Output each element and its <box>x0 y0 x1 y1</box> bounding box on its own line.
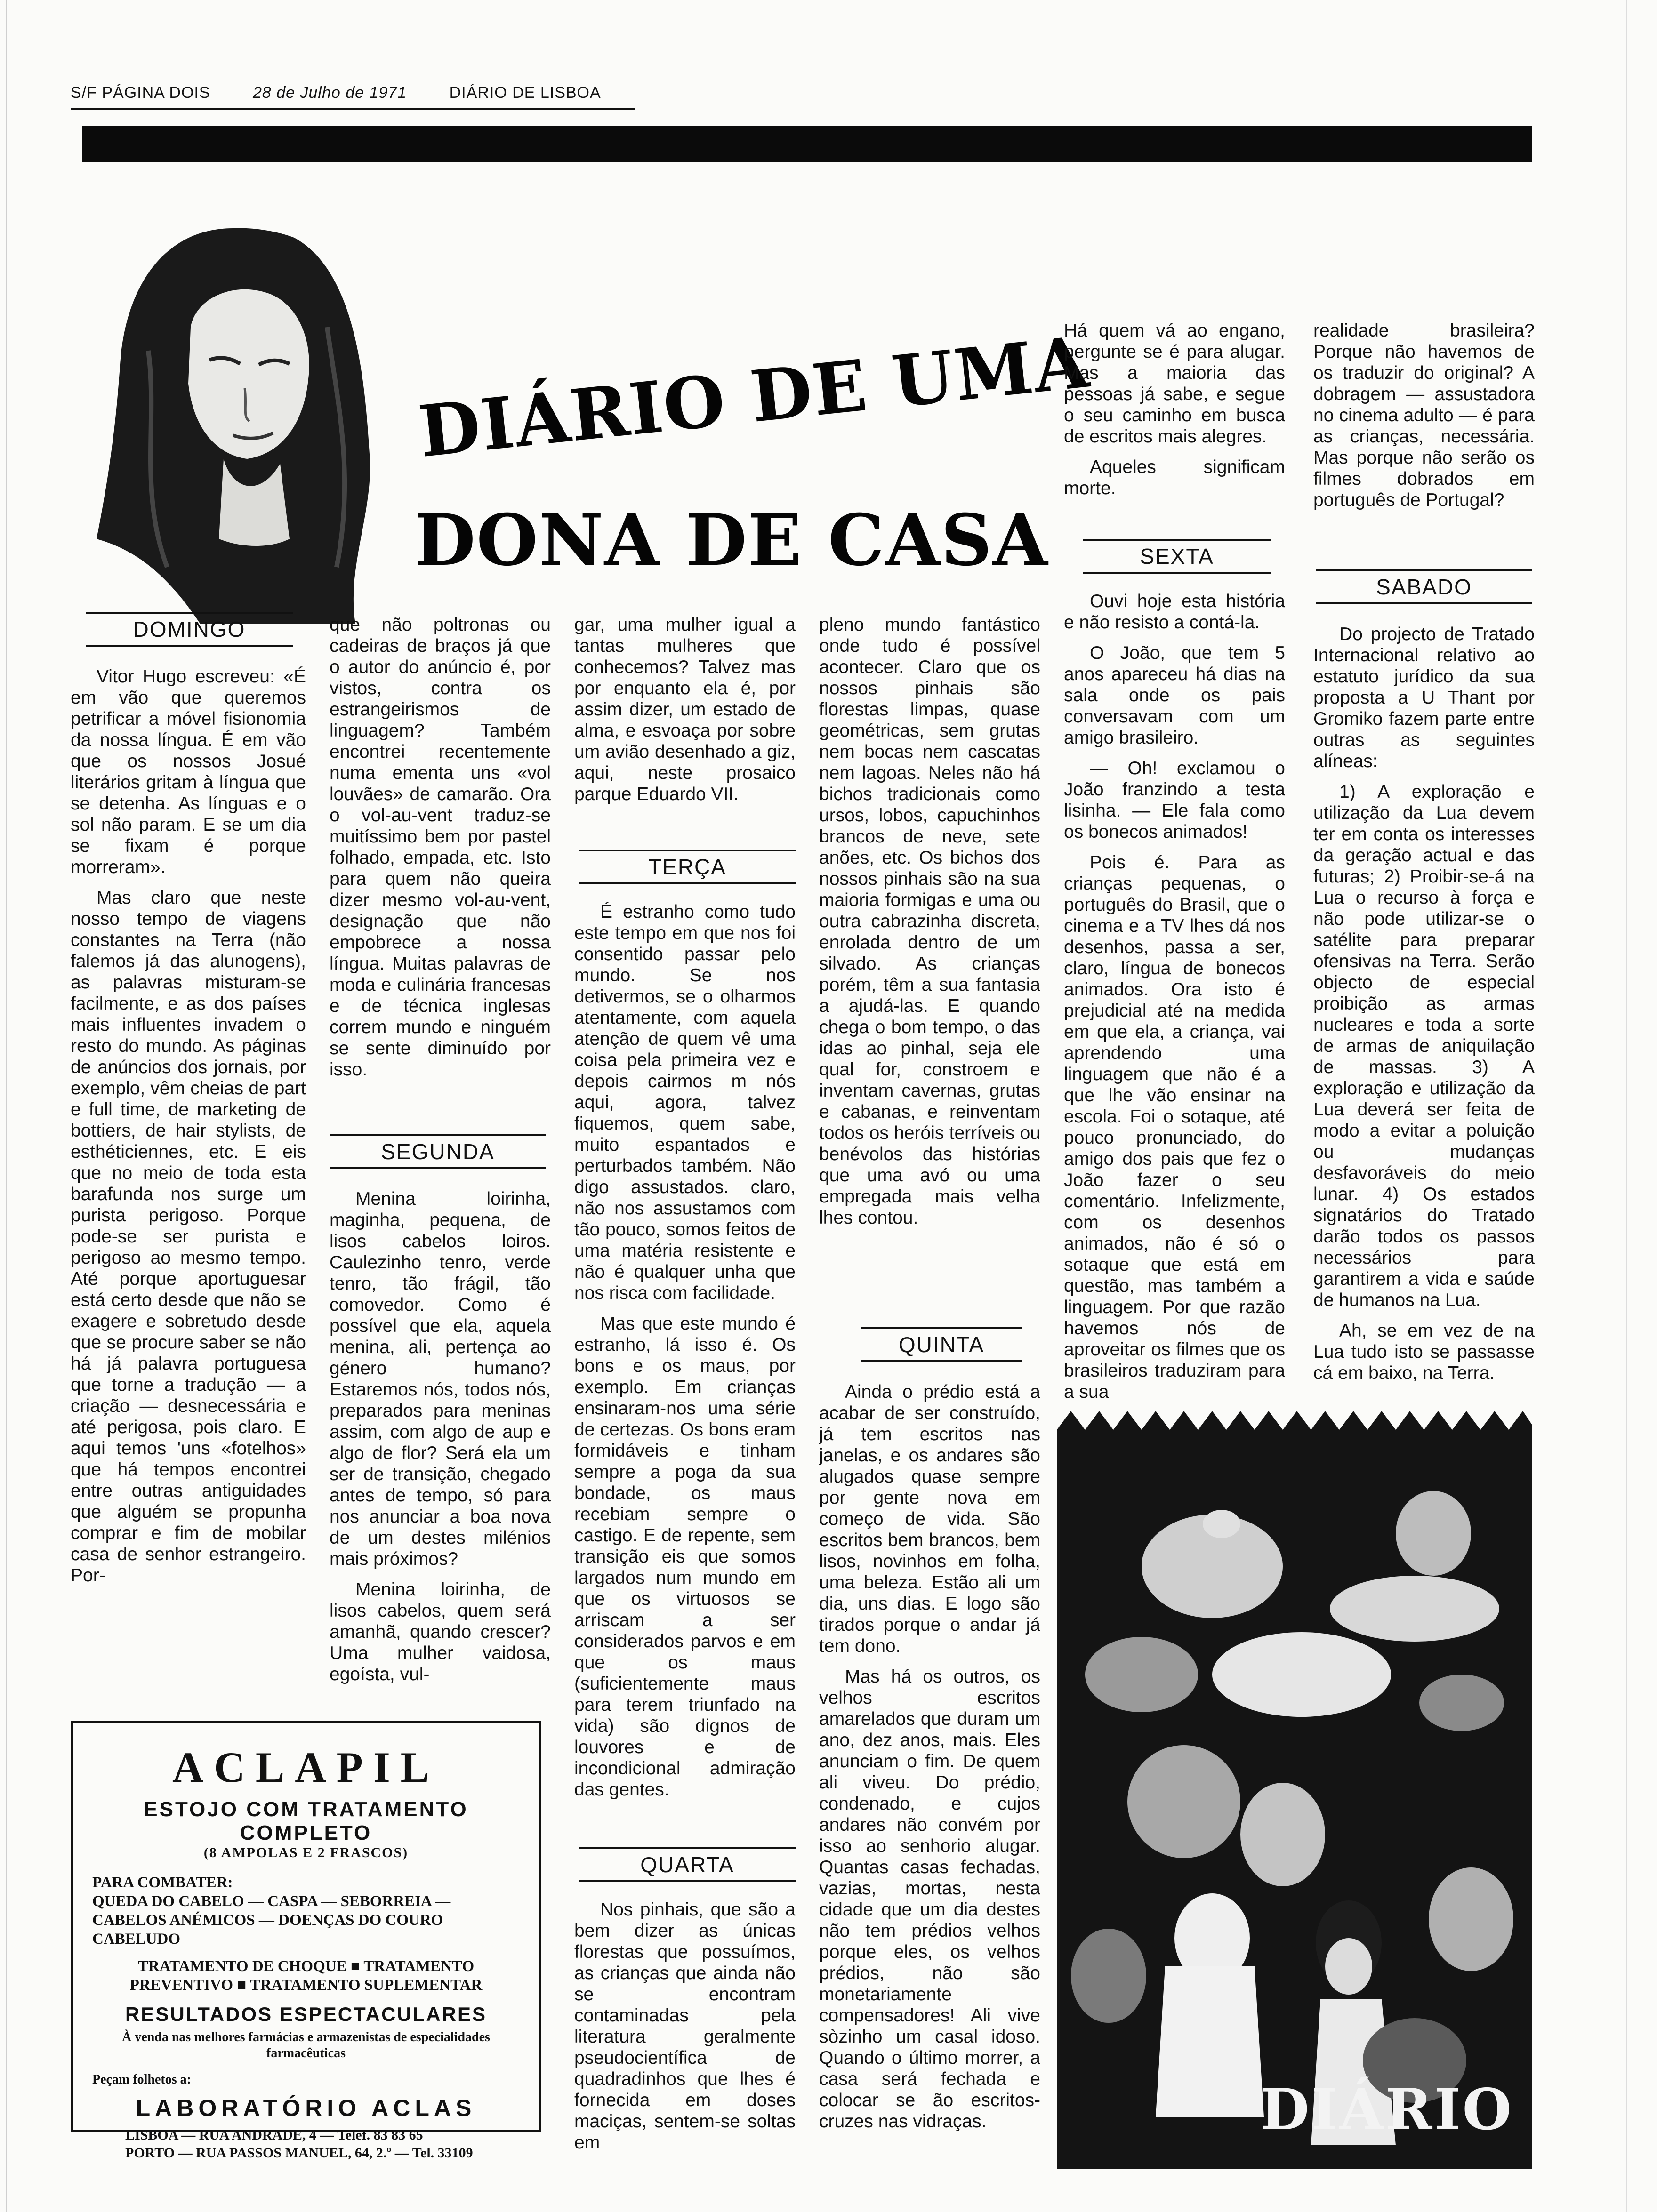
section-sabado: SABADO <box>1316 569 1532 604</box>
woman-photo-graphic <box>92 209 384 624</box>
paragraph: — Oh! exclamou o João franzindo a testa lisinha. — Ele fala como os bonecos animados! <box>1064 758 1285 842</box>
children-photo-graphic <box>1057 1411 1532 2169</box>
header-date: 28 de Julho de 1971 <box>252 84 407 102</box>
ad-address-lisboa: LISBOA — RUA ANDRADE, 4 — Telef. 83 83 65 <box>125 2127 423 2143</box>
column-4-top <box>819 614 1040 1238</box>
woman-photo <box>92 209 384 624</box>
paragraph: Ainda o prédio está a acabar de ser construído, já tem escritos nas janelas, e os andares são alugados quase sempre por gente nova em começo de vida. São escritos bem brancos, bem lisos, novinhos em folha, uma beleza. Estão ali um dia, uns dias. E logo são tirados porque o andar já tem dono. <box>819 1382 1040 1656</box>
column-3-top <box>574 614 796 814</box>
paragraph: Do projecto de Tratado Internacional relativo ao estatuto jurídico da sua proposta a U Thant por Gromiko fazem parte entre outras as seguintes alíneas: <box>1313 624 1535 771</box>
paragraph: Pois é. Para as crianças pequenas, o português do Brasil, que o cinema e a TV lhes dá nos desenhos, passa a ser, claro, língua de bonecos animados. Ora isto é prejudicial até na medida em que ela, a criança, vai aprendendo uma linguagem que não é a que lhe vão ensinar na escola. Foi o sotaque, até pouco pronunciado, do amigo dos pais que fez o João fazer o seu comentário. Infelizmente, com os desenhos animados, não é só o sotaque que está em questão, mas também a linguagem. Por que razão havemos nós de aproveitar os filmes que os brasileiros traduziram para a sua <box>1064 852 1285 1402</box>
paragraph: Há quem vá ao engano, pergunte se é para alugar. Mas a maioria das pessoas já sabe, e segue o seu caminho em busca de escritos mais alegres. <box>1064 321 1285 447</box>
paragraph: realidade brasileira? Porque não havemos de os traduzir do original? A dobragem — assustadora no cinema adulto — é para as crianças, necessária. Mas porque não serão os filmes dobrados em português de Portugal? <box>1313 321 1535 510</box>
page-edge-right <box>1626 0 1627 2212</box>
paragraph: Mas que este mundo é estranho, lá isso é. Os bons e os maus, por exemplo. Em crianças ensinaram-nos uma série de certezas. Os bons eram formidáveis e tinham sempre a poga da sua bondade, os maus recebiam sempre o castigo. E de repente, sem transição eis que somos largados num mundo em que os virtuosos se arriscam a ser considerados parvos e em que os maus (suficientemente maus para terem triunfado na vida) são dignos de louvores e de incondicional admiração das gentes. <box>574 1314 796 1800</box>
paragraph: 1) A exploração e utilização da Lua devem ter em conta os interesses da geração actual e das futuras; 2) Proibir-se-á na Lua o recurso à força e não pode utilizar-se o satélite para preparar ofensivas na Terra. Serão objecto de especial proibição as armas nucleares e toda a sorte de armas de aniquilação de massas. 3) A exploração e utilização da Lua deverá ser feita de modo a evitar a poluição ou mudanças desfavoráveis do meio lunar. 4) Os estados signatários do Tratado darão todos os passos necessários para garantirem a vida e saúde de humanos na Lua. <box>1313 782 1535 1310</box>
paragraph: É estranho como tudo este tempo em que nos foi consentido passar pelo mundo. Se nos detivermos, se o olharmos atentamente, com aquela atenção de quem vê uma coisa pela primeira vez e depois cairmos m nós aqui, agora, talvez fiquemos, quem sabe, muito espantados e perturbados também. Não digo assustados. claro, não nos assustamos com tão pouco, somos feitos de uma matéria resistente e não é qualquer unha que nos risca com facilidade. <box>574 902 796 1303</box>
section-quarta: QUARTA <box>579 1847 796 1882</box>
ad-headline: ESTOJO COM TRATAMENTO COMPLETO <box>144 1798 468 1844</box>
ad-sale-info: À venda nas melhores farmácias e armazenistas de especialidades farmacêuticas <box>122 2030 490 2060</box>
ad-treatments: TRATAMENTO DE CHOQUE ■ TRATAMENTO PREVENTIVO ■ TRATAMENTO SUPLEMENTAR <box>129 1958 483 1994</box>
column-5-bottom <box>1064 591 1285 1412</box>
column-5-top <box>1064 320 1285 508</box>
ad-subheadline: (8 AMPOLAS E 2 FRASCOS) <box>203 1845 409 1860</box>
paragraph: Vitor Hugo escreveu: «É em vão que queremos petrificar a móvel fisionomia da nossa língua. É em vão que os nossos Josué literários gritam à língua que se detenha. As línguas e o sol não param. E se um dia se fixam é porque morreram». <box>71 666 306 877</box>
paragraph: Menina loirinha, maginha, pequena, de lisos cabelos loiros. Caulezinho tenro, verde tenro, tão frágil, tão comovedor. Como é possível que ela, aquela menina, ali, pertença ao género humano? Estaremos nós, todos nós, preparados para meninas assim, com algo de aup e algo de flor? Será ela um ser de transição, chegado antes de tempo, só para nos anunciar a boa nova de um destes milénios mais próximos? <box>330 1189 551 1569</box>
column-1 <box>71 666 306 1595</box>
paragraph: pleno mundo fantástico onde tudo é possível acontecer. Claro que os nossos pinhais são florestas limpas, quase geométricas, sem grutas nem bocas nem cascatas nem lagoas. Neles não há bichos tradicionais como ursos, lobos, capuchinhos brancos de neve, sete anões, etc. Os bichos dos nossos pinhais são na sua maioria formigas e uma ou outra cabrazinha discreta, enrolada dentro de um silvado. As crianças porém, têm a sua fantasia a ajudá-las. E quando chega o bom tempo, o das idas ao pinhal, seja ele qual for, constroem e inventam cavernas, grutas e cabanas, e reinventam todos os heróis terríveis ou benévolos das histórias que uma avó ou uma empregada mais velha lhes contou. <box>819 615 1040 1228</box>
paragraph: Aqueles significam morte. <box>1064 457 1285 498</box>
paragraph: gar, uma mulher igual a tantas mulheres que conhecemos? Talvez mas por enquanto ela é, por assim dizer, um estado de alma, e esvoaça por sobre um avião desenhado a giz, aqui, neste prosaico parque Eduardo VII. <box>574 615 796 804</box>
paragraph: Nos pinhais, que são a bem dizer as únicas florestas que possuímos, as crianças que ainda não se encontram contaminadas pela literatura geralmente pseudocientífica de quadradinhos que lhes é fornecida em doses maciças, sentem-se soltas em <box>574 1899 796 2153</box>
paragraph: Ouvi hoje esta história e não resisto a contá-la. <box>1064 591 1285 633</box>
column-2-bottom <box>330 1188 551 1694</box>
ad-results: RESULTADOS ESPECTACULARES <box>125 2003 487 2025</box>
title-line-1: DIÁRIO DE UMA <box>415 321 1094 473</box>
column-6-top <box>1313 320 1535 520</box>
ad-ask: Peçam folhetos a: <box>92 2072 191 2087</box>
children-photo <box>1057 1411 1532 2169</box>
paragraph: Ah, se em vez de na Lua tudo isto se passasse cá em baixo, na Terra. <box>1313 1321 1535 1383</box>
paragraph: Mas claro que neste nosso tempo de viagens constantes na Terra (não falemos já das alunogens), as palavras misturam-se facilmente, e as dos países mais influentes invadem o resto do mundo. As páginas de anúncios dos jornais, por exemplo, vêm cheias de part e full time, de marketing de bottiers, de hair stylists, de esthéticiennes, etc. E eis que no meio de toda esta barafunda nos surge um purista perigoso. Porque pode-se ser purista e perigoso ao mesmo tempo. Até porque aportuguesar está certo desde que não se exagere e sobretudo desde que se procure saber se não há já palavra portuguesa que torne a tradução — a criação — desnecessária e até perigosa, pois claro. E aqui temos 'uns «fotelhos» que há tempos encontrei entre outras antiguidades que alguém se propunha comprar e fim de mobilar casa de senhor estrangeiro. Por- <box>71 888 306 1586</box>
section-sexta: SEXTA <box>1083 539 1271 574</box>
ad-brand: ACLAPIL <box>172 1743 440 1791</box>
header-section: S/F PÁGINA DOIS <box>71 84 210 102</box>
paragraph: Menina loirinha, de lisos cabelos, quem será amanhã, quando crescer? Uma mulher vaidosa, egoísta, vul- <box>330 1579 551 1684</box>
header-black-band <box>82 126 1532 162</box>
paragraph: que não poltronas ou cadeiras de braços já que o autor do anúncio é, por vistos, contra os estrangeirismos de linguagem? Também encontrei recentemente numa ementa uns «vol louvães» de camarão. Ora o vol-au-vent traduz-se muitíssimo bem por pastel folhado, empada, etc. Isto para quem não queira dizer mesmo vol-au-vent, designação que não empobrece a nossa língua. Muitas palavras de moda e culinária francesas e de técnica inglesas correm mundo e ninguém se sente diminuído por isso. <box>330 615 551 1080</box>
paragraph: Mas há os outros, os velhos escritos amarelados que duram um ano, dez anos, mais. Eles anunciam o fim. De quem ali viveu. Do prédio, condenado, e cujos andares não convém por isso ao senhorio alugar. Quantas casas fechadas, vazias, mortas, nesta cidade que um dia destes não tem prédios velhos porque eles, os velhos prédios, não são monetariamente compensadores! Ali vive sòzinho um casal idoso. Quando o último morrer, a casa será fechada e colocar se ão escritos-cruzes nas vidraças. <box>819 1667 1040 2132</box>
column-4-bottom <box>819 1381 1040 2141</box>
header-rule <box>71 108 635 110</box>
section-terca: TERÇA <box>579 850 796 884</box>
ad-address-porto: PORTO — RUA PASSOS MANUEL, 64, 2.º — Tel. 33109 <box>125 2145 473 2161</box>
page-edge-left <box>6 0 7 2212</box>
ad-laboratory: LABORATÓRIO ACLAS <box>136 2095 476 2121</box>
column-3-bottom <box>574 1899 796 2163</box>
section-domingo: DOMINGO <box>86 612 293 647</box>
section-segunda: SEGUNDA <box>330 1134 546 1169</box>
title-line-2: DONA DE CASA <box>414 499 1049 582</box>
paragraph: O João, que tem 5 anos apareceu há dias na sala onde os pais conversavam com um amigo brasileiro. <box>1064 643 1285 748</box>
page-header <box>71 84 639 102</box>
ad-combat-label: PARA COMBATER: <box>92 1874 233 1891</box>
ad-combat-list: QUEDA DO CABELO — CASPA — SEBORREIA — CABELOS ANÉMICOS — DOENÇAS DO COURO CABELUDO <box>92 1893 451 1948</box>
column-3-middle <box>574 901 796 1810</box>
header-paper: DIÁRIO DE LISBOA <box>449 84 601 102</box>
aclapil-advertisement <box>71 1721 541 2161</box>
column-6-bottom <box>1313 624 1535 1393</box>
photo-caption: DIÁRIO <box>1260 2076 1513 2143</box>
column-2-top <box>330 614 551 1090</box>
section-quinta: QUINTA <box>861 1327 1022 1362</box>
